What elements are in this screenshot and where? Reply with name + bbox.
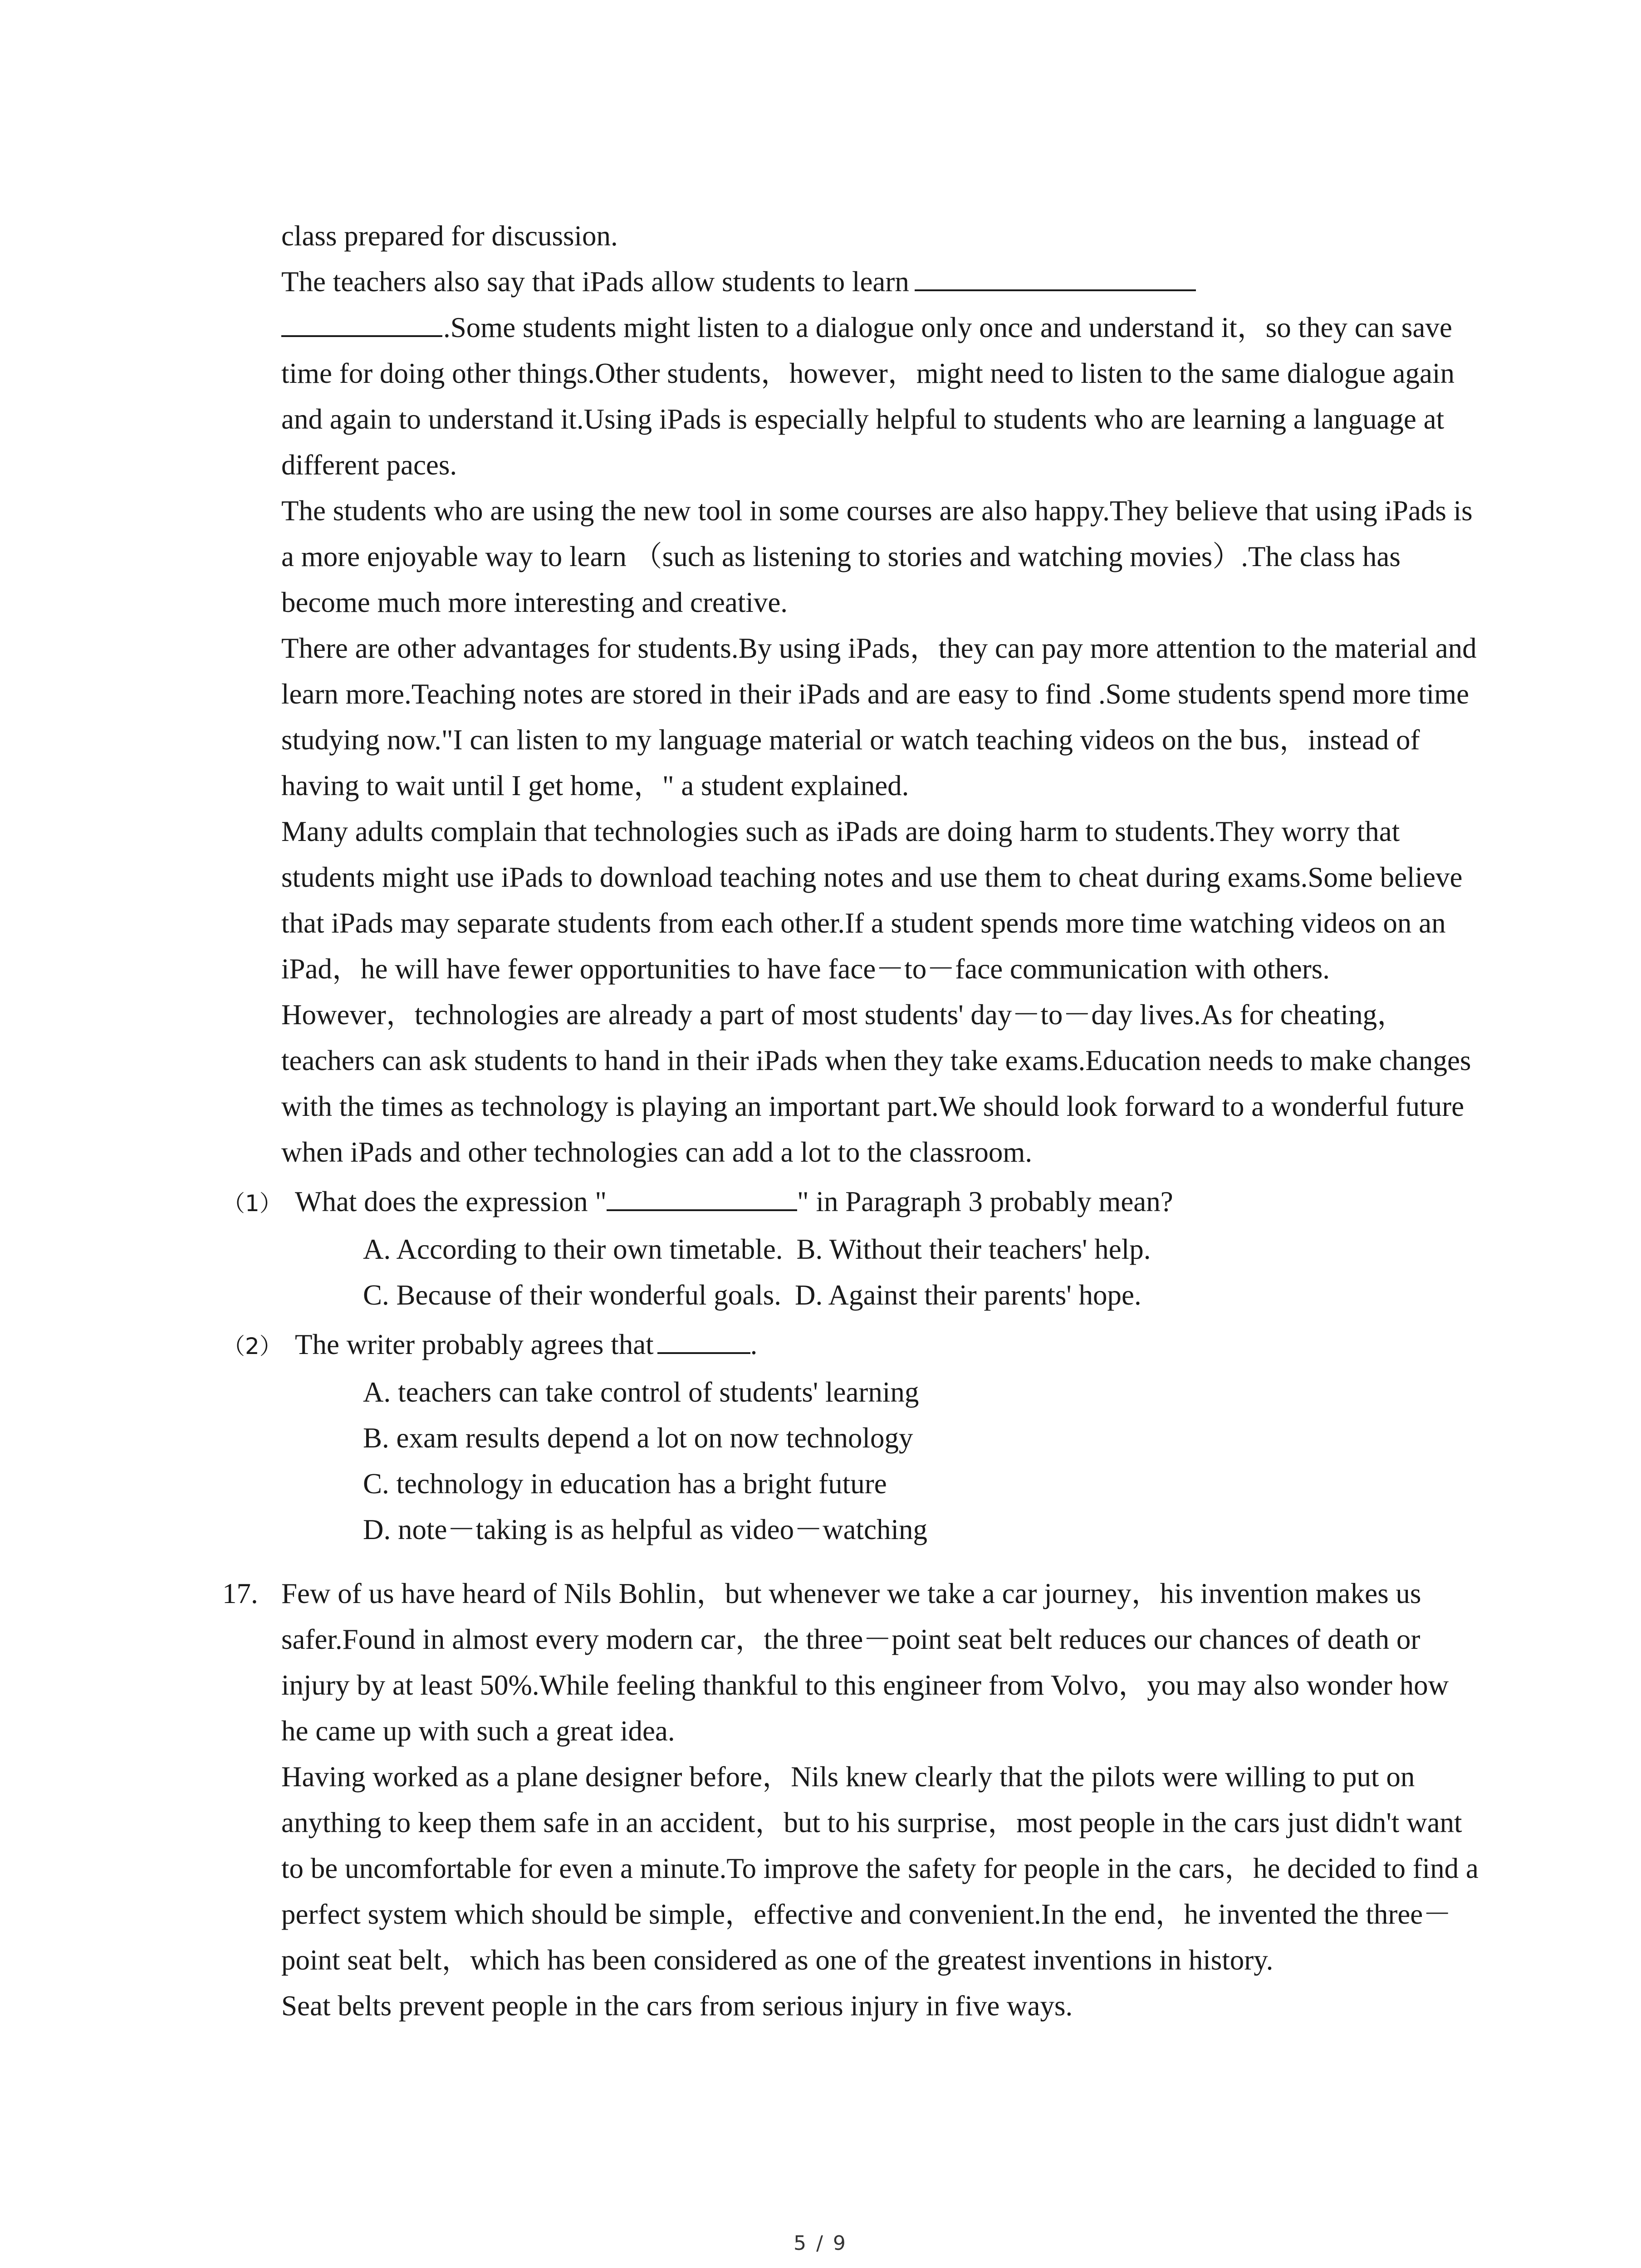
option-row	[363, 1272, 1479, 1318]
option-a: A. teachers can take control of students' learning	[363, 1376, 919, 1408]
question-number: （2）	[222, 1333, 282, 1359]
question-2	[222, 1322, 1479, 1553]
item-number: 17.	[222, 1578, 258, 1609]
page-content	[222, 213, 1479, 2029]
question-text: .	[750, 1329, 758, 1360]
question-text: What does the expression "	[295, 1186, 607, 1217]
question-1	[222, 1179, 1479, 1318]
answer-blank	[915, 260, 1196, 291]
paragraph-text: The teachers also say that iPads allow students to learn	[281, 266, 909, 298]
question-text: " in Paragraph 3 probably mean?	[797, 1186, 1173, 1217]
answer-blank	[281, 306, 442, 337]
answer-blank	[657, 1323, 750, 1354]
paragraph: The students who are using the new tool in some courses are also happy.They believe that using iPads is a more enjoyable way to learn （such as listening to stories and watching movies）.The class has become much more interesting and creative.	[281, 495, 1473, 618]
paragraph: Many adults complain that technologies such as iPads are doing harm to students.They worry that students might use iPads to download teaching notes and use them to cheat during exams.Some believe that iPads may separate students from each other.If a student spends more time watching videos on an iPad，he will have fewer opportunities to have face－to－face communication with others.	[281, 816, 1463, 985]
paragraph: Few of us have heard of Nils Bohlin，but whenever we take a car journey，his invention makes us safer.Found in almost every modern car，the three－point seat belt reduces our chances of death or injury by at least 50%.While feeling thankful to this engineer from Volvo，you may also wonder how he came up with such a great idea.	[281, 1578, 1449, 1747]
question-text: The writer probably agrees that	[295, 1329, 654, 1360]
option-c: C. technology in education has a bright future	[363, 1468, 887, 1500]
question-number: （1）	[222, 1190, 282, 1217]
option-c: C. Because of their wonderful goals.	[363, 1279, 781, 1311]
item-17	[222, 1571, 1479, 2029]
page-number: 5 / 9	[794, 2232, 847, 2255]
question-options	[281, 1369, 1479, 1553]
question-stem	[222, 1322, 1493, 1369]
paragraph: Seat belts prevent people in the cars from serious injury in five ways.	[281, 1990, 1073, 2022]
paragraph: There are other advantages for students.By using iPads，they can pay more attention to the material and learn more.Teaching notes are stored in their iPads and are easy to find .Some students spend more time studying now."I can listen to my language material or watch teaching videos on the bus，instead of having to wait until I get home，" a student explained.	[281, 632, 1477, 802]
paragraph: Having worked as a plane designer before，Nils knew clearly that the pilots were willing to put on anything to keep them safe in an accident，but to his surprise，most people in the cars just didn't want to be uncomfortable for even a minute.To improve the safety for people in the cars，he decided to find a perfect system which should be simple，effective and convenient.In the end，he invented the three－point seat belt，which has been considered as one of the greatest inventions in history.	[281, 1761, 1479, 1976]
question-stem	[222, 1179, 1493, 1227]
option-b: B. Without their teachers' help.	[796, 1233, 1151, 1265]
option-d: D. note－taking is as helpful as video－watching	[363, 1514, 928, 1545]
option-d: D. Against their parents' hope.	[795, 1279, 1141, 1311]
question-options	[281, 1227, 1479, 1318]
answer-blank	[607, 1180, 797, 1211]
paragraph: class prepared for discussion.	[281, 220, 618, 252]
paragraph	[281, 259, 1479, 488]
option-row	[363, 1227, 1479, 1272]
option-b: B. exam results depend a lot on now technology	[363, 1422, 913, 1454]
option-a: A. According to their own timetable.	[363, 1233, 783, 1265]
paragraph: However，technologies are already a part of most students' day－to－day lives.As for cheating，teachers can ask students to hand in their iPads when they take exams.Education needs to make changes with the times as technology is playing an important part.We should look forward to a wonderful future when iPads and other technologies can add a lot to the classroom.	[281, 999, 1471, 1168]
paragraph-text: .Some students might listen to a dialogue only once and understand it，so they can save time for doing other things.Other students，however，might need to listen to the same dialogue again and again to understand it.Using iPads is especially helpful to students who are learning a language at different paces.	[281, 312, 1455, 481]
